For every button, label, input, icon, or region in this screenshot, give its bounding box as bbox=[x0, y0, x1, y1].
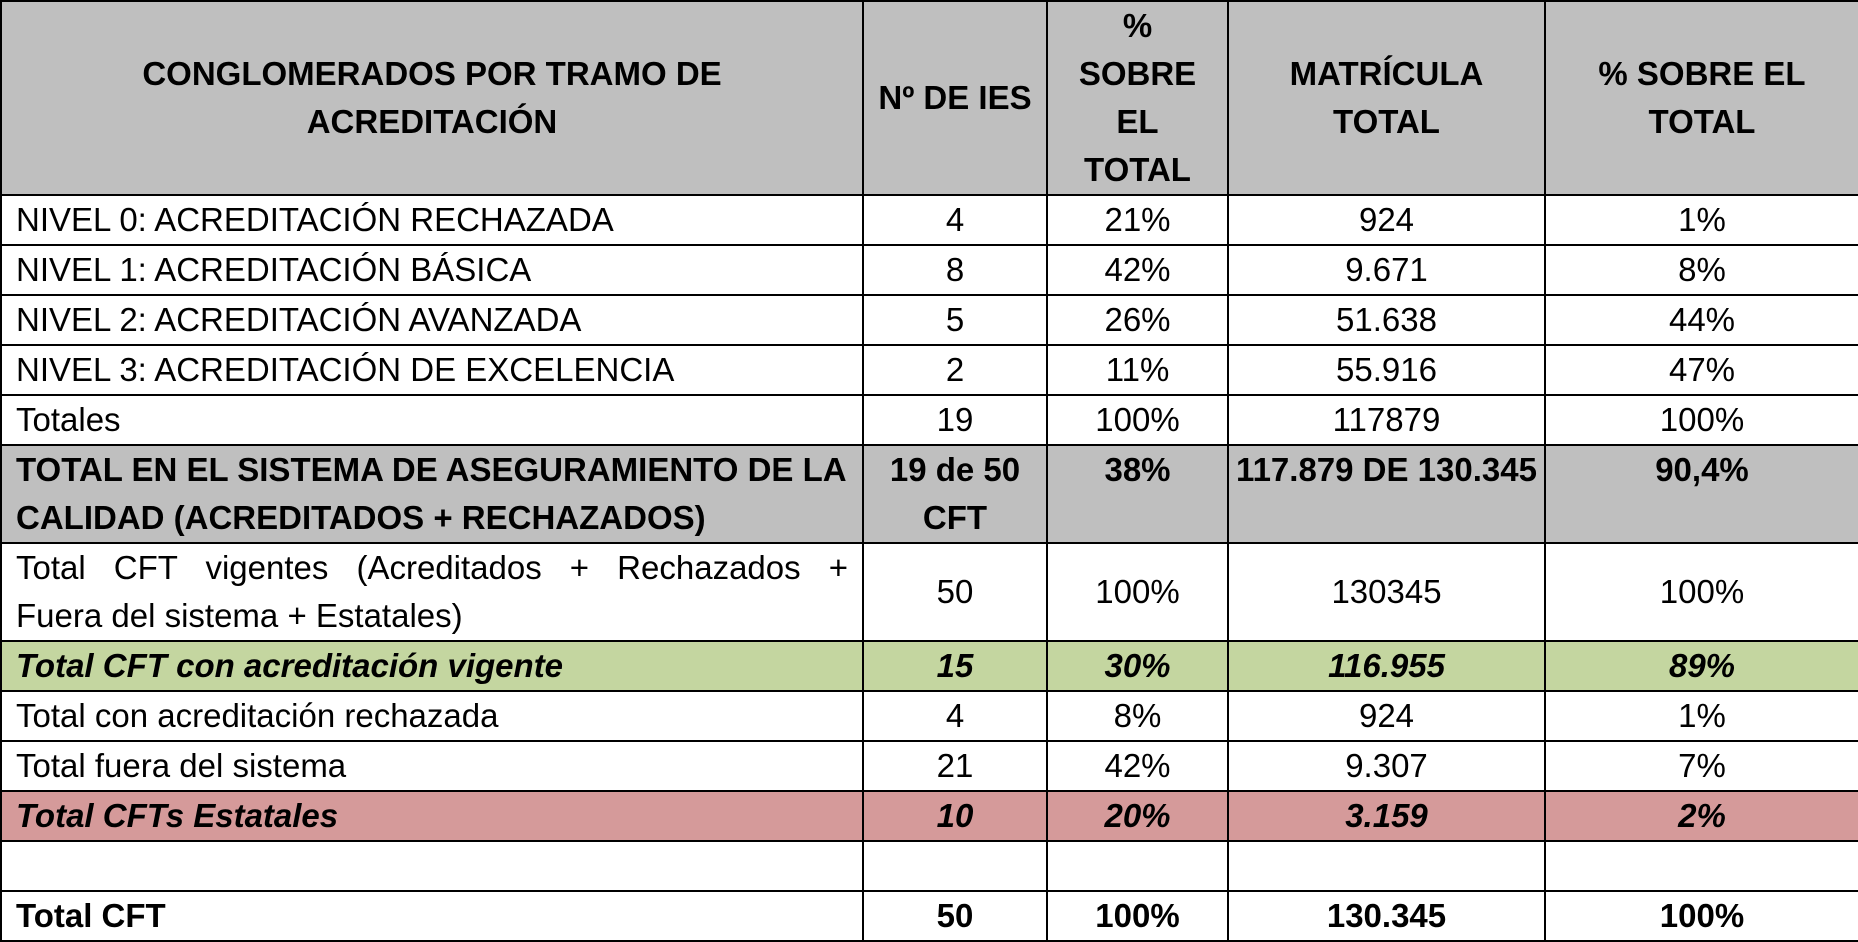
row-pct-ies: 100% bbox=[1047, 395, 1228, 445]
vigentes-label bbox=[1, 543, 863, 641]
row-matricula: 924 bbox=[1228, 195, 1545, 245]
row-label: Total CFTs Estatales bbox=[1, 791, 863, 841]
row-matricula: 9.307 bbox=[1228, 741, 1545, 791]
system-total-label: TOTAL EN EL SISTEMA DE ASEGURAMIENTO DE LA CALIDAD (ACREDITADOS + RECHAZADOS) bbox=[1, 445, 863, 543]
rechazada-row bbox=[1, 691, 1858, 741]
estatales-row bbox=[1, 791, 1858, 841]
empty-cell bbox=[863, 841, 1047, 891]
vigentes-label-line1: Total CFT vigentes (Acreditados + Rechazados + bbox=[16, 549, 848, 586]
row-ies: 10 bbox=[863, 791, 1047, 841]
row-pct-ies: 8% bbox=[1047, 691, 1228, 741]
row-matricula: 55.916 bbox=[1228, 345, 1545, 395]
row-pct-ies: 30% bbox=[1047, 641, 1228, 691]
row-pct-matricula: 44% bbox=[1545, 295, 1858, 345]
header-num-ies: Nº DE IES bbox=[863, 1, 1047, 195]
system-total-matricula: 117.879 DE 130.345 bbox=[1228, 445, 1545, 543]
row-label: Total fuera del sistema bbox=[1, 741, 863, 791]
table-row bbox=[1, 295, 1858, 345]
vigentes-pct-ies: 100% bbox=[1047, 543, 1228, 641]
row-pct-matricula: 100% bbox=[1545, 891, 1858, 941]
system-total-ies: 19 de 50 CFT bbox=[863, 445, 1047, 543]
row-pct-ies: 42% bbox=[1047, 245, 1228, 295]
row-label: NIVEL 2: ACREDITACIÓN AVANZADA bbox=[1, 295, 863, 345]
vigentes-ies: 50 bbox=[863, 543, 1047, 641]
row-ies: 2 bbox=[863, 345, 1047, 395]
header-conglomerados: CONGLOMERADOS POR TRAMO DE ACREDITACIÓN bbox=[1, 1, 863, 195]
vigentes-row bbox=[1, 543, 1858, 641]
table-row bbox=[1, 195, 1858, 245]
row-matricula: 130.345 bbox=[1228, 891, 1545, 941]
row-pct-matricula: 1% bbox=[1545, 691, 1858, 741]
header-pct-matricula: % SOBRE EL TOTAL bbox=[1545, 1, 1858, 195]
row-ies: 8 bbox=[863, 245, 1047, 295]
empty-cell bbox=[1545, 841, 1858, 891]
table-row bbox=[1, 345, 1858, 395]
totales-row bbox=[1, 395, 1858, 445]
header-pct-ies: % SOBRE EL TOTAL bbox=[1047, 1, 1228, 195]
row-pct-ies: 42% bbox=[1047, 741, 1228, 791]
vigentes-matricula: 130345 bbox=[1228, 543, 1545, 641]
row-matricula: 9.671 bbox=[1228, 245, 1545, 295]
row-label: Total CFT con acreditación vigente bbox=[1, 641, 863, 691]
row-pct-ies: 100% bbox=[1047, 891, 1228, 941]
empty-cell bbox=[1047, 841, 1228, 891]
row-ies: 19 bbox=[863, 395, 1047, 445]
vigentes-label-line2: Fuera del sistema + Estatales) bbox=[16, 597, 463, 634]
row-label: Total CFT bbox=[1, 891, 863, 941]
row-pct-matricula: 7% bbox=[1545, 741, 1858, 791]
row-ies: 21 bbox=[863, 741, 1047, 791]
header-row bbox=[1, 1, 1858, 195]
row-label: NIVEL 1: ACREDITACIÓN BÁSICA bbox=[1, 245, 863, 295]
row-label: NIVEL 3: ACREDITACIÓN DE EXCELENCIA bbox=[1, 345, 863, 395]
row-ies: 4 bbox=[863, 691, 1047, 741]
row-pct-ies: 21% bbox=[1047, 195, 1228, 245]
total-cft-row bbox=[1, 891, 1858, 941]
table-row bbox=[1, 245, 1858, 295]
row-label: Totales bbox=[1, 395, 863, 445]
empty-row bbox=[1, 841, 1858, 891]
system-total-pct-matricula: 90,4% bbox=[1545, 445, 1858, 543]
header-matricula: MATRÍCULA TOTAL bbox=[1228, 1, 1545, 195]
row-pct-matricula: 8% bbox=[1545, 245, 1858, 295]
system-total-pct-ies: 38% bbox=[1047, 445, 1228, 543]
row-matricula: 3.159 bbox=[1228, 791, 1545, 841]
row-pct-matricula: 89% bbox=[1545, 641, 1858, 691]
row-matricula: 51.638 bbox=[1228, 295, 1545, 345]
acreditacion-vigente-row bbox=[1, 641, 1858, 691]
row-pct-matricula: 2% bbox=[1545, 791, 1858, 841]
row-pct-ies: 20% bbox=[1047, 791, 1228, 841]
fuera-sistema-row bbox=[1, 741, 1858, 791]
row-ies: 4 bbox=[863, 195, 1047, 245]
row-ies: 50 bbox=[863, 891, 1047, 941]
vigentes-pct-matricula: 100% bbox=[1545, 543, 1858, 641]
row-ies: 15 bbox=[863, 641, 1047, 691]
row-pct-ies: 11% bbox=[1047, 345, 1228, 395]
row-matricula: 116.955 bbox=[1228, 641, 1545, 691]
row-matricula: 117879 bbox=[1228, 395, 1545, 445]
row-ies: 5 bbox=[863, 295, 1047, 345]
system-total-row bbox=[1, 445, 1858, 543]
row-pct-matricula: 47% bbox=[1545, 345, 1858, 395]
row-label: NIVEL 0: ACREDITACIÓN RECHAZADA bbox=[1, 195, 863, 245]
row-pct-ies: 26% bbox=[1047, 295, 1228, 345]
empty-cell bbox=[1, 841, 863, 891]
row-matricula: 924 bbox=[1228, 691, 1545, 741]
row-pct-matricula: 1% bbox=[1545, 195, 1858, 245]
empty-cell bbox=[1228, 841, 1545, 891]
row-pct-matricula: 100% bbox=[1545, 395, 1858, 445]
row-label: Total con acreditación rechazada bbox=[1, 691, 863, 741]
